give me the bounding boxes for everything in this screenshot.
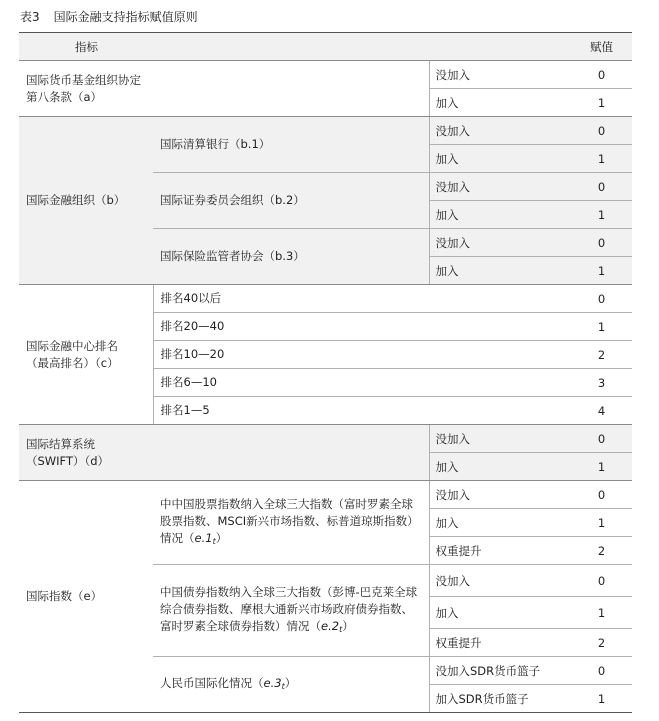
option-value: 2 [571, 537, 632, 565]
table-row [19, 425, 632, 453]
option-value: 4 [571, 397, 632, 425]
sub-indicator: 中国债券指数纳入全球三大指数（彭博-巴克莱全球综合债券指数、摩根大通新兴市场政府债券指数、富时罗素全球债券指数）情况$(e.2_t)$ [153, 565, 429, 657]
option-value: 0 [571, 285, 632, 313]
table-row [19, 117, 632, 145]
group-name: 国际金融组织（b） [19, 117, 153, 285]
header-indicator: 指标 [19, 33, 571, 61]
option-label: 没加入 [429, 565, 571, 597]
option-label: 没加入 [429, 117, 571, 145]
table-number: 表3 [20, 10, 40, 24]
option-label: 没加入 [429, 425, 571, 453]
option-label: 排名10—20 [153, 341, 571, 369]
header-value: 赋值 [571, 33, 632, 61]
option-value: 1 [571, 597, 632, 629]
option-value: 1 [571, 313, 632, 341]
option-value: 0 [571, 481, 632, 509]
option-label: 加入 [429, 145, 571, 173]
option-label: 没加入SDR货币篮子 [429, 657, 571, 685]
sub-indicator: 国际保险监管者协会（b.3） [153, 229, 429, 285]
option-label: 没加入 [429, 481, 571, 509]
group-name: 国际货币基金组织协定 第八条款（a） [19, 61, 429, 117]
option-label: 排名40以后 [153, 285, 571, 313]
group-name: 国际金融中心排名 （最高排名）（c） [19, 285, 153, 425]
option-label: 加入 [429, 453, 571, 481]
option-value: 0 [571, 173, 632, 201]
option-value: 1 [571, 685, 632, 713]
table-row [19, 285, 632, 313]
option-value: 2 [571, 629, 632, 657]
sub-indicator: 国际证券委员会组织（b.2） [153, 173, 429, 229]
table-row [19, 481, 632, 509]
option-label: 排名6—10 [153, 369, 571, 397]
option-label: 加入 [429, 597, 571, 629]
option-label: 排名1—5 [153, 397, 571, 425]
option-value: 1 [571, 145, 632, 173]
option-value: 0 [571, 61, 632, 89]
option-label: 权重提升 [429, 537, 571, 565]
option-label: 加入 [429, 201, 571, 229]
option-value: 3 [571, 369, 632, 397]
option-value: 0 [571, 565, 632, 597]
option-value: 1 [571, 201, 632, 229]
table-header-row [19, 33, 632, 61]
option-label: 加入 [429, 509, 571, 537]
option-value: 1 [571, 89, 632, 117]
option-label: 没加入 [429, 61, 571, 89]
option-label: 加入 [429, 257, 571, 285]
group-name: 国际结算系统 （SWIFT）（d） [19, 425, 429, 481]
option-label: 权重提升 [429, 629, 571, 657]
table-row [19, 61, 632, 89]
group-name: 国际指数（e） [19, 481, 153, 713]
indicator-table [19, 32, 632, 713]
option-label: 排名20—40 [153, 313, 571, 341]
option-value: 1 [571, 453, 632, 481]
option-value: 1 [571, 257, 632, 285]
option-value: 0 [571, 425, 632, 453]
table-caption [20, 8, 198, 25]
table-title: 国际金融支持指标赋值原则 [53, 10, 198, 24]
option-label: 加入 [429, 89, 571, 117]
option-value: 0 [571, 117, 632, 145]
option-value: 1 [571, 509, 632, 537]
option-value: 2 [571, 341, 632, 369]
option-label: 没加入 [429, 173, 571, 201]
sub-indicator: 人民币国际化情况$(e.3_t)$ [153, 657, 429, 713]
option-value: 0 [571, 229, 632, 257]
option-value: 0 [571, 657, 632, 685]
option-label: 没加入 [429, 229, 571, 257]
option-label: 加入SDR货币篮子 [429, 685, 571, 713]
sub-indicator: 中中国股票指数纳入全球三大指数（富时罗素全球股票指数、MSCI新兴市场指数、标普道琼斯指数）情况$(e.1_t)$ [153, 481, 429, 565]
sub-indicator: 国际清算银行（b.1） [153, 117, 429, 173]
